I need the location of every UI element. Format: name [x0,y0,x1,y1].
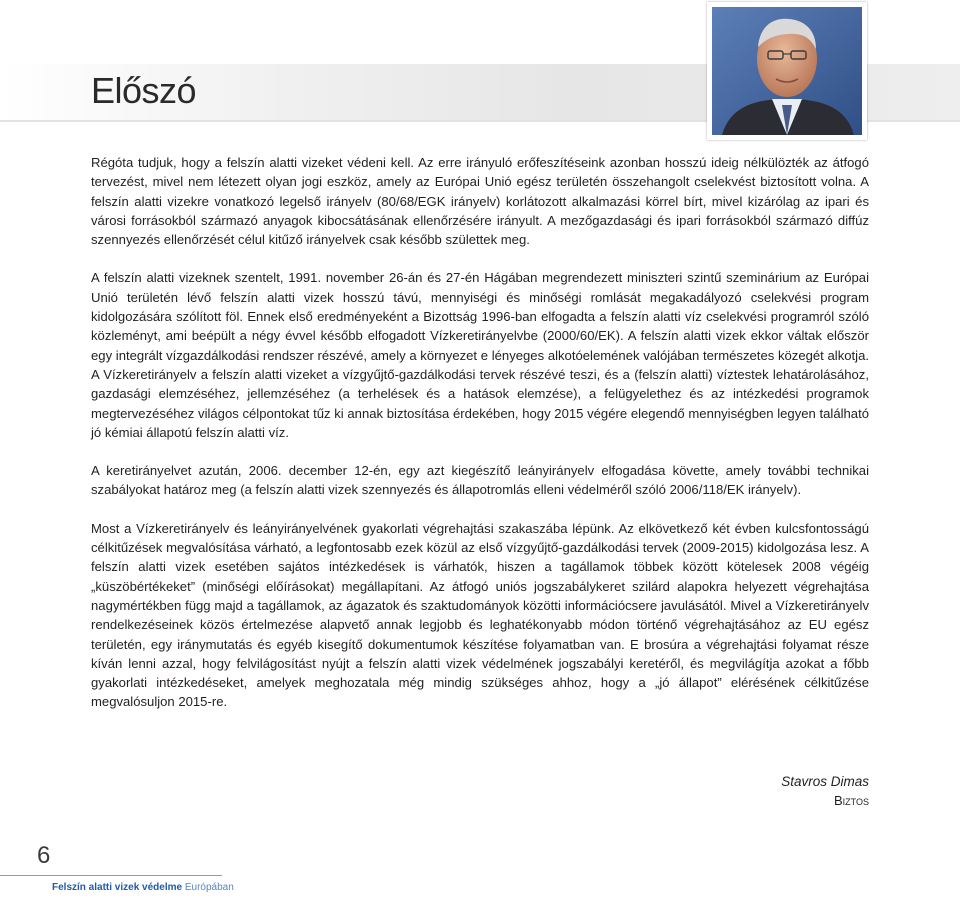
paragraph-4: Most a Vízkeretirányelv és leányirányelvének gyakorlati végrehajtási szakaszába lépünk. Az elkövetkező két évben kulcsfontosságú célkitűzések megvalósítása várható, a legfontosabb ezek közül az első vízgyűjtő-gazdálkodási tervek (2009-2015) kidolgozása lesz. A felszín alatti vizek esetében sajátos intézkedések is várhatók, hiszen a tagállamok többek között kötelesek 2008 végéig „küszöbértékeket” (minőségi előírásokat) megállapítani. Az átfogó uniós jogszabálykeret szilárd alapokra helyezett végrehajtása nagymértékben függ majd a tagállamok, az ágazatok és szaktudományok közötti információcsere javulásától. Mivel a Vízkeretirányelv rendelkezéseinek közös értelmezése alapvető annak legjobb és leghatékonyabb módon történő végrehajtásához az EU egész területén, egy iránymutatás és egyéb kisegítő dokumentumok készítése folyamatban van. E brosúra a végrehajtási folyamat része kíván lenni azzal, hogy felvilágosítást nyújt a felszín alatti vizek védelmének jogszabályi keretéről, és megvilágítja azokat a főbb gyakorlati intézkedéseket, amelyek meghozatala még mindig szükséges ahhoz, hogy a „jó állapot” elérésének célkitűzése megvalósuljon 2015-re. [91,520,869,710]
foreword-body [91,153,869,731]
signature-name: Stavros Dimas [781,774,869,789]
footer-publication-title [52,882,234,893]
footer-title-bold: Felszín alatti vizek védelme [52,882,183,893]
page-number: 6 [37,842,51,869]
paragraph-2: A felszín alatti vizeknek szentelt, 1991. november 26-án és 27-én Hágában megrendezett miniszteri szintű szeminárium az Európai Unió területén lévő felszín alatti vizek hosszú távú, mennyiségi és minőségi romlását megakadályozó cselekvési program kidolgozására szólított föl. Ennek első eredményeként a Bizottság 1996-ban elfogadta a felszín alatti víz cselekvési programról szóló közleményt, ami beépült a négy évvel később elfogadott Vízkeretirányelvbe (2000/60/EK). A felszín alatti vizek ekkor váltak először egy integrált vízgazdálkodási rendszer részévé, amely a környezet e lényeges alkotóelemének valójában természetes közegét alkotja. A Vízkeretirányelv a felszín alatti vizeket a vízgyűjtő-gazdálkodási tervek részévé teszi, és a (felszín alatti) víztestek lehatárolásához, gazdasági elemzéséhez, jellemzéséhez (a terhelések és a hatások elemzése), a felügyelethez és az intézkedési programok megtervezéséhez világos célpontokat tűz ki annak biztosítása érdekében, hogy 2015 végére elegendő mennyiségben legyen található jó kémiai állapotú felszín alatti víz. [91,270,869,440]
paragraph-1: Régóta tudjuk, hogy a felszín alatti vizeket védeni kell. Az erre irányuló erőfeszítéseink azonban hosszú ideig nélkülözték az átfogó tervezést, mivel nem létezett olyan jogi eszköz, amely az Európai Unió egész területén összehangolt cselekvést biztosított volna. A felszín alatti vizekre vonatkozó legelső irányelv (80/68/EGK irányelv) korlátozott alkalmazási körrel bírt, mivel kizárólag az ipari és városi forrásokból származó anyagok kibocsátásának ellenőrzésére irányult. A mezőgazdasági és ipari forrásokból származó diffúz szennyezés ellenőrzését célul kitűző irányelvek csak később születtek meg. [91,155,869,248]
footer-divider [0,875,222,876]
page-title: Előszó [91,70,197,111]
signature-role: Biztos [833,793,869,808]
portrait-photo [707,2,867,140]
paragraph-3: A keretirányelvet azután, 2006. december 12-én, egy azt kiegészítő leányirányelv elfogadása követte, amely további technikai szabályokat határoz meg (a felszín alatti vizek szennyezés és állapotromlás elleni védelméről szóló 2006/118/EK irányelv). [91,463,869,498]
portrait-image [712,7,862,135]
signature-block [781,772,869,810]
footer-title-light: Európában [184,882,234,893]
